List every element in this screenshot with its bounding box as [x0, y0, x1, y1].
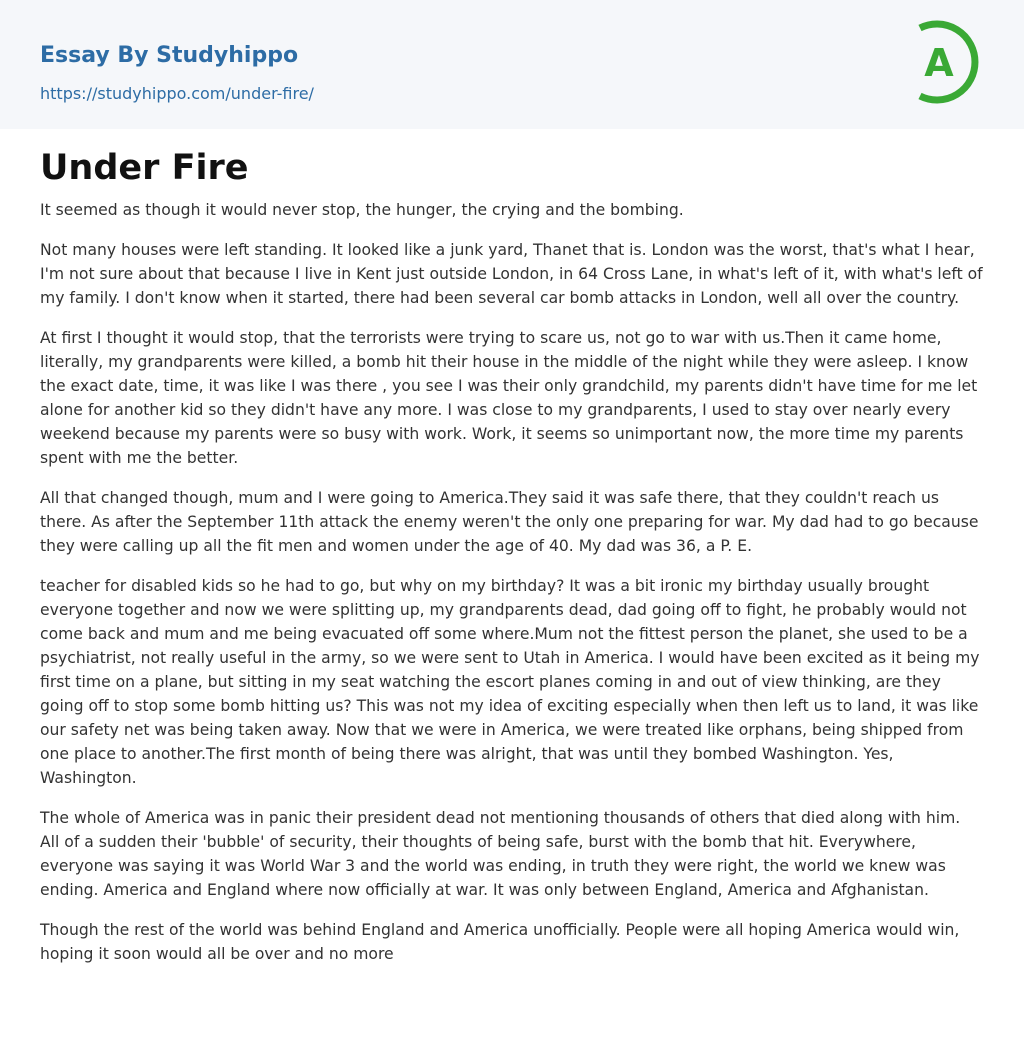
logo-letter: A	[924, 41, 954, 85]
paragraph-5: teacher for disabled kids so he had to go, but why on my birthday? It was a bit ironic my birthday usually brought everyone together and now we were splitting up, my grandparents dead, dad going off to fight, he probably would not come back and mum and me being evacuated off some where.Mum not the fittest person the planet, she used to be a psychiatrist, not really useful in the army, so we were sent to Utah in America. I would have been excited as it being my first time on a plane, but sitting in my seat watching the escort planes coming in and out of view thinking, are they going off to stop some bomb hitting us? This was not my idea of exciting especially when then left us to land, it was like our safety net was being taken away. Now that we were in America, we were treated like orphans, being shipped from one place to another.The first month of being there was alright, that was until they bombed Washington. Yes, Washington.	[40, 577, 980, 787]
paragraph-4: All that changed though, mum and I were going to America.They said it was safe there, that they couldn't reach us there. As after the September 11th attack the enemy weren't the only one preparing for war. My dad had to go because they were calling up all the fit men and women under the age of 40. My dad was 36, a P. E.	[40, 489, 979, 555]
paragraph-3: At first I thought it would stop, that the terrorists were trying to scare us, not go to war with us.Then it came home, literally, my grandparents were killed, a bomb hit their house in the middle of the night while they were asleep. I know the exact date, time, it was like I was there , you see I was their only grandchild, my parents didn't have time for me let alone for another kid so they didn't have any more. I was close to my grandparents, I used to stay over nearly every weekend because my parents were so busy with work. Work, it seems so unimportant now, the more time my parents spent with me the better.	[40, 329, 978, 467]
brand-title: Essay By Studyhippo	[40, 43, 299, 68]
page-title: Under Fire	[40, 148, 249, 188]
essay-url-link[interactable]: https://studyhippo.com/under-fire/	[40, 84, 314, 103]
site-header	[0, 0, 1024, 129]
paragraph-2: Not many houses were left standing. It looked like a junk yard, Thanet that is. London was the worst, that's what I hear, I'm not sure about that because I live in Kent just outside London, in 64 Cross Lane, in what's left of it, with what's left of my family. I don't know when it started, there had been several car bomb attacks in London, well all over the country.	[40, 241, 983, 307]
paragraph-7: Though the rest of the world was behind England and America unofficially. People were all hoping America would win, hoping it soon would all be over and no more	[40, 921, 960, 963]
studyhippo-logo-icon[interactable]	[896, 20, 986, 104]
paragraph-1: It seemed as though it would never stop, the hunger, the crying and the bombing.	[40, 201, 684, 219]
paragraph-6: The whole of America was in panic their president dead not mentioning thousands of others that died along with him. All of a sudden their 'bubble' of security, their thoughts of being safe, burst with the bomb that hit. Everywhere, everyone was saying it was World War 3 and the world was ending, in truth they were right, the world we knew was ending. America and England where now officially at war. It was only between England, America and Afghanistan.	[40, 809, 961, 899]
